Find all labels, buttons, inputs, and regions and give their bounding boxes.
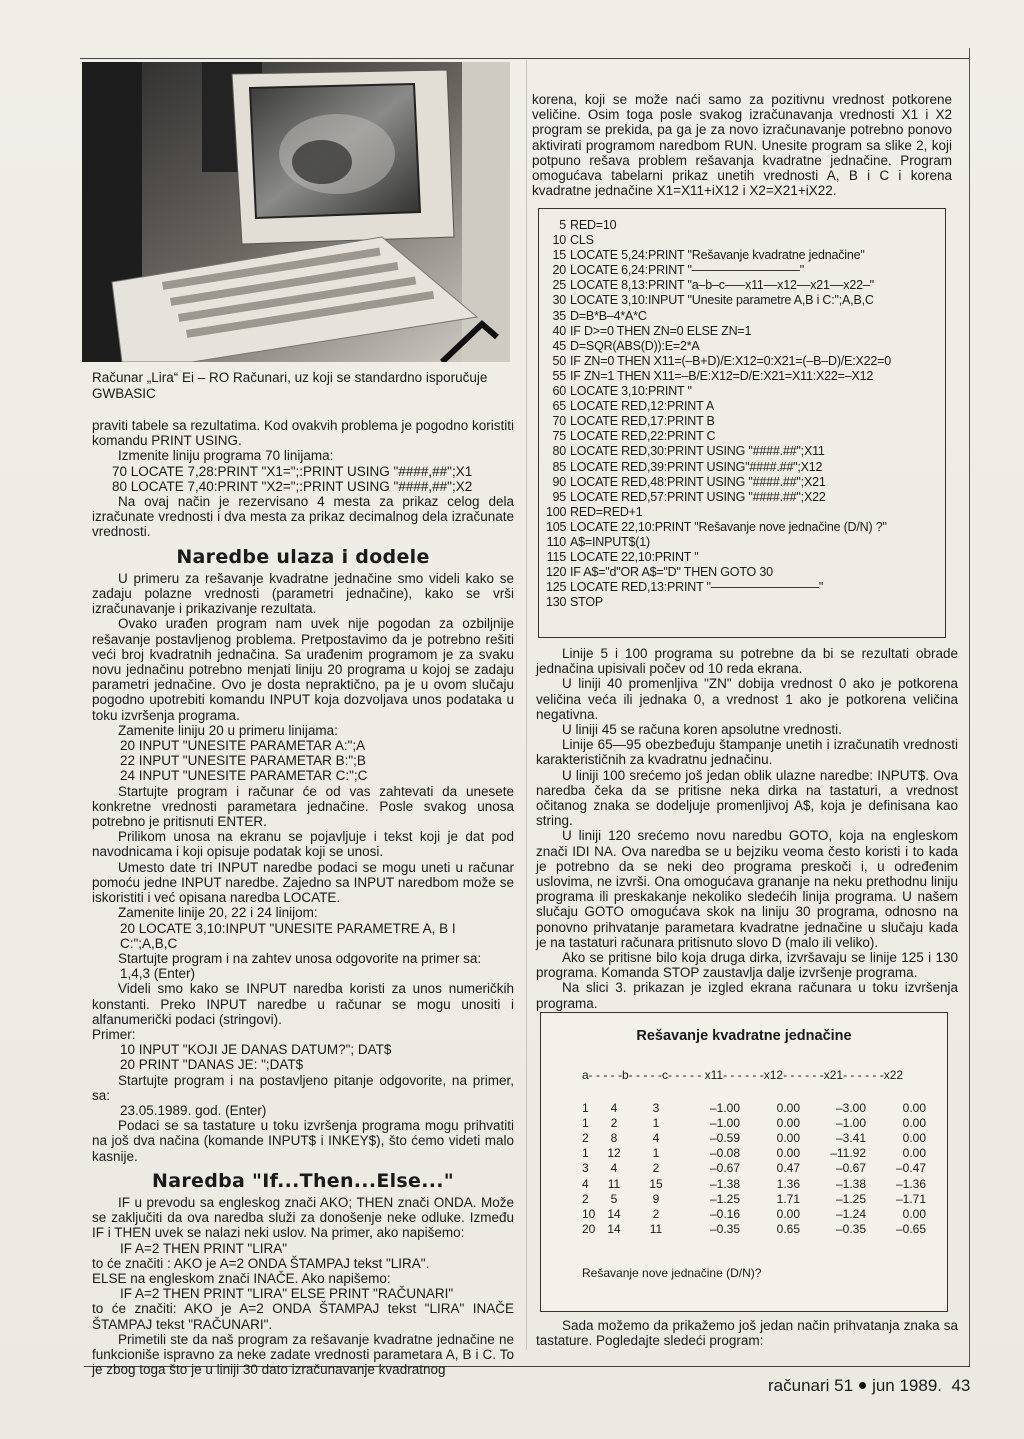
line-number: 30 bbox=[552, 293, 566, 308]
listing-line bbox=[546, 324, 942, 339]
table-cell: 2 bbox=[652, 1206, 660, 1221]
photo-caption: Računar „Lira“ Ei – RO Računari, uz koji se standardno isporučuje GWBASIC bbox=[92, 370, 488, 401]
code-line: 10 INPUT "KOJI JE DANAS DATUM?"; DAT$ bbox=[120, 1042, 392, 1058]
table-cell: 1 bbox=[652, 1146, 660, 1161]
line-number: 60 bbox=[552, 384, 566, 399]
table-cell: 11 bbox=[607, 1176, 621, 1191]
listing-line bbox=[546, 233, 942, 248]
issue-date: jun 1989. bbox=[872, 1376, 943, 1395]
code-line: 23.05.1989. god. (Enter) bbox=[120, 1102, 267, 1118]
listing-line bbox=[546, 580, 942, 595]
listing-line bbox=[546, 475, 942, 490]
table-row bbox=[582, 1130, 926, 1145]
table-cell: –1.36 bbox=[895, 1176, 926, 1191]
paragraph: U liniji 120 srećemo novu naredbu GOTO, koja na engleskom znači IDI NA. Ova naredba se u bejziku veoma često koristi i to kada je potrebno da se neki deo programa preskoči i, u određenim uslovima, ne izvrši. Ona omogućava grananje na neku prethodnu liniju programa ili preskakanje nekoliko sledećih linija programa. U našem slučaju GOTO omogućava skok na liniju 30 programa, odnosno na ponovno prihvatanje parametara kvadratne jednačine u slučaju kada je na tastaturi računara pritisnuto slovo D (malo ili veliko). bbox=[536, 828, 958, 950]
line-code: LOCATE RED,12:PRINT A bbox=[570, 399, 714, 414]
table-cell: 15 bbox=[649, 1176, 663, 1191]
table-cell: –1.00 bbox=[709, 1115, 740, 1130]
table-cell: 3 bbox=[652, 1100, 660, 1115]
line-code: LOCATE 3,10:INPUT "Unesite parametre A,B i C:";A,B,C bbox=[570, 293, 874, 308]
table-row bbox=[582, 1146, 926, 1161]
page-footer bbox=[768, 1376, 970, 1396]
table-row bbox=[582, 1191, 926, 1206]
paragraph: Startujte program i na postavljeno pitanje odgovorite, na primer, sa: bbox=[92, 1072, 514, 1103]
line-number: 125 bbox=[546, 580, 567, 595]
listing-line bbox=[546, 460, 942, 475]
paragraph: korena, koji se može naći samo za pozitivnu vrednost potkorene veličine. Osim toga posle svakog izračunavanja vrednosti X1 i X2 program se prekida, pa ga je za novo izračunavanje potrebno ponovo aktivirati programom naredbom RUN. Unesite program sa slike 2, koji potpuno rešava problem rešavanja kvadratne jednačine. Program omogućava tabelarni prikaz unetih vrednosti A, B i C i korena kvadratne jednačine X1=X11+iX12 i X2=X21+iX22. bbox=[532, 92, 952, 199]
line-number: 110 bbox=[546, 534, 566, 549]
line-number: 65 bbox=[552, 399, 566, 414]
table-row bbox=[582, 1176, 926, 1191]
listing-line bbox=[546, 384, 942, 399]
line-code: IF ZN=0 THEN X11=(–B+D)/E:X12=0:X21=(–B–D)/E:X22=0 bbox=[570, 353, 891, 368]
listing-line bbox=[546, 444, 942, 459]
line-code: LOCATE RED,57:PRINT USING "####.##";X22 bbox=[570, 489, 826, 504]
paragraph: Linije 5 i 100 programa su potrebne da bi se rezultati obrade jednačina upisivali počev od 10 reda ekrana. bbox=[536, 646, 958, 677]
listing-line bbox=[546, 535, 942, 550]
paragraph: Primer: bbox=[92, 1026, 136, 1042]
table-cell: –0.59 bbox=[709, 1130, 740, 1145]
listing-line bbox=[546, 369, 942, 384]
line-code: D=B*B–4*A*C bbox=[570, 308, 647, 323]
table-cell: 1 bbox=[652, 1115, 660, 1130]
line-number: 35 bbox=[552, 308, 566, 323]
paragraph: Videli smo kako se INPUT naredba koristi za unos numeričkih konstanti. Preko INPUT naredbe u računar se mogu unositi i alfanumerički podaci (stringovi). bbox=[92, 981, 514, 1027]
listing-line bbox=[546, 309, 942, 324]
table-cell: –11.92 bbox=[830, 1146, 866, 1161]
table-cell: –1.25 bbox=[709, 1191, 740, 1206]
table-cell: 4 bbox=[652, 1130, 660, 1145]
table-row bbox=[582, 1115, 926, 1130]
screen-title: Rešavanje kvadratne jednačine bbox=[636, 1028, 852, 1044]
listing-line bbox=[546, 490, 942, 505]
code-line: 80 LOCATE 7,40:PRINT "X2=";:PRINT USING "####,##";X2 bbox=[112, 478, 473, 494]
table-cell: –0.16 bbox=[709, 1206, 740, 1221]
table-cell: 1.36 bbox=[776, 1176, 800, 1191]
paragraph: ELSE na engleskom znači INAČE. Ako napišemo: bbox=[92, 1270, 391, 1286]
paragraph: Linije 65—95 obezbeđuju štampanje unetih i izračunatih vrednosti karakterističnih za kvadratnu jednačinu. bbox=[536, 737, 958, 768]
table-cell: 10 bbox=[582, 1206, 596, 1221]
table-cell: 12 bbox=[607, 1146, 621, 1161]
line-number: 105 bbox=[546, 519, 567, 534]
table-cell: –0.47 bbox=[895, 1161, 926, 1176]
table-cell: 2 bbox=[582, 1130, 589, 1145]
line-code: IF ZN=1 THEN X11=–B/E:X12=D/E:X21=X11:X22=–X12 bbox=[570, 368, 874, 383]
line-code: RED=RED+1 bbox=[570, 504, 643, 519]
table-cell: –1.38 bbox=[835, 1176, 866, 1191]
paragraph: IF u prevodu sa engleskog znači AKO; THEN znači ONDA. Može se zaključiti da ova naredba služi za donošenje neke odluke. Između IF i THEN uvek se nalazi neki uslov. Na primer, ako napišemo: bbox=[92, 1194, 514, 1241]
table-cell: 1.71 bbox=[776, 1191, 800, 1206]
table-cell: 0.00 bbox=[776, 1206, 800, 1221]
listing-line bbox=[546, 339, 942, 354]
line-code: LOCATE 22,10:PRINT " bbox=[570, 550, 699, 565]
table-cell: –0.08 bbox=[709, 1146, 740, 1161]
line-code: LOCATE 3,10:PRINT " bbox=[570, 384, 692, 399]
listing-line bbox=[546, 505, 942, 520]
table-cell: 1 bbox=[582, 1100, 589, 1115]
line-number: 5 bbox=[559, 218, 566, 232]
listing-line bbox=[546, 293, 942, 308]
paragraph: U liniji 45 se računa koren apsolutne vrednosti. bbox=[562, 722, 842, 738]
line-code: LOCATE RED,48:PRINT USING "####.##";X21 bbox=[570, 474, 826, 489]
line-number: 115 bbox=[546, 550, 566, 565]
paragraph: Sada možemo da prikažemo još jedan način prihvatanja znaka sa tastature. Pogledajte sledeći program: bbox=[536, 1318, 958, 1349]
paragraph: Izmenite liniju programa 70 linijama: bbox=[118, 448, 334, 464]
right-column-outro bbox=[536, 1318, 958, 1348]
table-cell: 4 bbox=[610, 1100, 618, 1115]
paragraph: to će značiti: AKO je A=2 ONDA ŠTAMPAJ tekst "LIRA" INAČE ŠTAMPAJ tekst "RAČUNARI". bbox=[92, 1301, 514, 1332]
line-number: 10 bbox=[552, 233, 566, 248]
table-cell: 0.00 bbox=[902, 1100, 926, 1115]
paragraph: Zamenite liniju 20 u primeru linijama: bbox=[118, 722, 338, 738]
line-number: 20 bbox=[552, 263, 566, 278]
table-cell: 0.00 bbox=[776, 1100, 800, 1115]
line-code: LOCATE 8,13:PRINT "a–b–c–––x11––x12––x21––x22–" bbox=[570, 278, 874, 293]
computer-photo bbox=[82, 62, 510, 362]
table-cell: 1 bbox=[582, 1115, 589, 1130]
listing-line bbox=[546, 248, 942, 263]
line-code: IF D>=0 THEN ZN=0 ELSE ZN=1 bbox=[570, 323, 752, 338]
listing-line bbox=[546, 278, 942, 293]
paragraph: Umesto date tri INPUT naredbe podaci se mogu uneti u računar pomoću jedne INPUT naredbe. Zajedno sa INPUT naredbom može se iskoristiti i već opisana naredba LOCATE. bbox=[92, 859, 514, 906]
line-number: 15 bbox=[552, 248, 566, 263]
paragraph: praviti tabele sa rezultatima. Kod ovakvih problema je pogodno koristiti komandu PRINT USING. bbox=[92, 418, 514, 449]
paragraph: U primeru za rešavanje kvadratne jednačine smo videli kako se zadaju polazne vrednosti (parametri jednačine), kako se vrši izračunavanje i prikazivanje rezultata. bbox=[92, 570, 514, 617]
line-number: 45 bbox=[552, 338, 566, 353]
table-cell: 2 bbox=[652, 1161, 660, 1176]
listing-line bbox=[546, 565, 942, 580]
paragraph: U liniji 40 promenljiva "ZN" dobija vrednost 0 ako je potkorena veličina veća ili jednaka 0, a vrednost 1 ako je potkorena veličina negativna. bbox=[536, 676, 958, 722]
listing-line bbox=[546, 429, 942, 444]
line-number: 100 bbox=[546, 504, 567, 519]
code-line: IF A=2 THEN PRINT "LIRA" bbox=[120, 1240, 288, 1256]
listing-line bbox=[546, 218, 942, 233]
line-number: 25 bbox=[552, 278, 566, 293]
line-number: 90 bbox=[552, 474, 566, 489]
right-column bbox=[536, 646, 958, 1011]
line-code: LOCATE RED,30:PRINT USING "####.##";X11 bbox=[570, 444, 825, 459]
line-code: LOCATE RED,17:PRINT B bbox=[570, 414, 715, 429]
table-cell: –0.65 bbox=[895, 1222, 926, 1237]
listing-line bbox=[546, 520, 942, 535]
table-row bbox=[582, 1161, 926, 1176]
code-line: 22 INPUT "UNESITE PARAMETAR B:";B bbox=[120, 753, 366, 769]
line-number: 130 bbox=[546, 595, 567, 610]
line-number: 40 bbox=[552, 323, 566, 338]
paragraph: Startujte program i na zahtev unosa odgovorite na primer sa: bbox=[118, 950, 482, 966]
table-cell: –1.38 bbox=[709, 1176, 740, 1191]
screen-results-table bbox=[582, 1100, 926, 1237]
table-cell: 1 bbox=[582, 1146, 589, 1161]
table-cell: 14 bbox=[607, 1222, 621, 1237]
code-line: IF A=2 THEN PRINT "LIRA" ELSE PRINT "RAČUNARI" bbox=[120, 1286, 454, 1302]
right-column-intro bbox=[532, 92, 952, 198]
paragraph: Podaci se sa tastature u toku izvršenja programa mogu prihvatiti na još dva načina (komande INPUT$ i INKEY$), što ćemo videti malo kasnije. bbox=[92, 1118, 514, 1164]
bullet-icon bbox=[859, 1382, 866, 1389]
paragraph: to će značiti : AKO je A=2 ONDA ŠTAMPAJ tekst "LIRA". bbox=[92, 1255, 430, 1271]
program-listing bbox=[546, 218, 942, 610]
line-code: LOCATE RED,13:PRINT "––––––––––––––––" bbox=[570, 580, 824, 595]
table-cell: 9 bbox=[652, 1191, 660, 1206]
table-cell: –0.67 bbox=[709, 1161, 740, 1176]
magazine-name: računari 51 bbox=[768, 1376, 854, 1395]
line-number: 50 bbox=[552, 353, 566, 368]
code-line: 70 LOCATE 7,28:PRINT "X1=";:PRINT USING "####,##";X1 bbox=[112, 463, 473, 479]
section-heading: Naredbe ulaza i dodele bbox=[176, 545, 430, 568]
line-code: D=SQR(ABS(D)):E=2*A bbox=[570, 338, 700, 353]
screen-prompt: Rešavanje nove jednačine (D/N)? bbox=[582, 1266, 762, 1280]
line-code: LOCATE 6,24:PRINT "––––––––––––––––" bbox=[570, 263, 805, 278]
line-code: CLS bbox=[570, 233, 594, 248]
line-number: 75 bbox=[552, 429, 566, 444]
page-number: 43 bbox=[951, 1376, 971, 1395]
column-divider bbox=[526, 60, 527, 1350]
screen-column-header: a- - - - -b- - - - -c- - - - - x11- - - - - -x12- - - - - -x21- - - - - -x22 bbox=[582, 1068, 904, 1082]
table-cell: –1.25 bbox=[835, 1191, 866, 1206]
paragraph: Zamenite linije 20, 22 i 24 linijom: bbox=[118, 905, 318, 921]
table-cell: –1.00 bbox=[709, 1100, 740, 1115]
listing-line bbox=[546, 550, 942, 565]
right-rule bbox=[969, 48, 970, 1366]
table-cell: 0.47 bbox=[776, 1161, 800, 1176]
table-cell: –1.71 bbox=[895, 1191, 926, 1206]
section-heading: Naredba "If...Then...Else..." bbox=[152, 1169, 454, 1192]
table-cell: 14 bbox=[607, 1206, 621, 1221]
paragraph: U liniji 100 srećemo još jedan oblik ulazne naredbe: INPUT$. Ova naredba čeka da se pritisne neka dirka na tastaturi, a vrednost očitanog znaka se dodeljuje promenljivoj A$, koja je definisana kao string. bbox=[536, 767, 958, 829]
paragraph: Ako se pritisne bilo koja druga dirka, izvršavaju se linije 125 i 130 programa. Komanda STOP zaustavlja dalje izvršenje programa. bbox=[536, 950, 958, 981]
listing-line bbox=[546, 354, 942, 369]
table-cell: 4 bbox=[582, 1176, 589, 1191]
line-code: A$=INPUT$(1) bbox=[570, 534, 650, 549]
listing-line bbox=[546, 399, 942, 414]
table-cell: 2 bbox=[610, 1115, 618, 1130]
table-row bbox=[582, 1100, 926, 1115]
paragraph: Ovako urađen program nam uvek nije pogodan za ozbiljnije rešavanje postavljenog problema. Pretpostavimo da je potrebno rešiti veći broj kvadratnih jednačina. Sa urađenim programom je za svaku novu jednačinu potrebno menjati liniju 20 programa u kojoj se zadaju parametri jednačine. Ovo je dosta nepraktično, pa je u ovom slučaju pogodno upotrebiti komandu INPUT koja dozvoljava unos podataka u toku izvršenja programa. bbox=[92, 616, 514, 723]
line-code: LOCATE 22,10:PRINT "Rešavanje nove jednačine (D/N) ?" bbox=[570, 519, 887, 534]
table-cell: 0.00 bbox=[776, 1146, 800, 1161]
table-cell: 4 bbox=[610, 1161, 618, 1176]
paragraph: Prilikom unosa na ekranu se pojavljuje i tekst koji je dat pod navodnicama i koji opisuje podatak koji se unosi. bbox=[92, 829, 514, 860]
listing-line bbox=[546, 595, 942, 610]
line-number: 80 bbox=[552, 444, 566, 459]
paragraph: Na slici 3. prikazan je izgled ekrana računara u toku izvršenja programa. bbox=[536, 980, 958, 1011]
table-cell: 11 bbox=[649, 1222, 663, 1237]
line-code: IF A$="d"OR A$="D" THEN GOTO 30 bbox=[570, 565, 773, 580]
line-number: 95 bbox=[552, 489, 566, 504]
table-cell: 8 bbox=[610, 1130, 618, 1145]
table-cell: 5 bbox=[610, 1191, 618, 1206]
code-line: 20 LOCATE 3,10:INPUT "UNESITE PARAMETRE A, B I C:";A,B,C bbox=[120, 920, 456, 951]
line-number: 120 bbox=[546, 565, 567, 580]
table-cell: –1.24 bbox=[835, 1206, 866, 1221]
top-rule bbox=[80, 58, 970, 59]
line-code: LOCATE 5,24:PRINT "Rešavanje kvadratne jednačine" bbox=[570, 248, 865, 263]
line-number: 55 bbox=[552, 368, 566, 383]
code-line: 20 PRINT "DANAS JE: ";DAT$ bbox=[120, 1057, 304, 1073]
table-cell: 0.00 bbox=[902, 1115, 926, 1130]
listing-line bbox=[546, 414, 942, 429]
table-cell: 0.00 bbox=[776, 1115, 800, 1130]
paragraph: Startujte program i računar će od vas zahtevati da unesete konkretne vrednosti parametara jednačine. Posle svakog unosa potrebno je pritisnuti ENTER. bbox=[92, 783, 514, 830]
paragraph: Primetili ste da naš program za rešavanje kvadratne jednačine ne funkcioniše ispravno za neke zadate vrednosti parametara A, B i C. To je zbog toga što je u liniji 30 dato izračunavanje kvadratnog bbox=[92, 1331, 514, 1378]
listing-line bbox=[546, 263, 942, 278]
table-cell: –0.35 bbox=[709, 1222, 740, 1237]
table-row bbox=[582, 1222, 926, 1237]
code-line: 20 INPUT "UNESITE PARAMETAR A:";A bbox=[120, 738, 366, 754]
table-cell: –1.00 bbox=[835, 1115, 866, 1130]
table-cell: 0.00 bbox=[776, 1130, 800, 1145]
table-cell: –0.67 bbox=[835, 1161, 866, 1176]
table-cell: 0.65 bbox=[776, 1222, 800, 1237]
table-row bbox=[582, 1206, 926, 1221]
code-line: 1,4,3 (Enter) bbox=[120, 966, 196, 982]
line-number: 70 bbox=[552, 414, 566, 429]
table-cell: 2 bbox=[582, 1191, 589, 1206]
table-cell: 0.00 bbox=[902, 1146, 926, 1161]
line-code: LOCATE RED,22:PRINT C bbox=[570, 429, 716, 444]
left-column bbox=[92, 418, 514, 1377]
table-cell: 0.00 bbox=[902, 1206, 926, 1221]
table-cell: 3 bbox=[582, 1161, 589, 1176]
table-cell: –3.00 bbox=[835, 1100, 866, 1115]
line-code: STOP bbox=[570, 595, 604, 610]
line-code: RED=10 bbox=[570, 218, 617, 232]
table-cell: 20 bbox=[582, 1222, 596, 1237]
table-cell: –0.35 bbox=[835, 1222, 866, 1237]
table-cell: 0.00 bbox=[902, 1130, 926, 1145]
line-code: LOCATE RED,39:PRINT USING"####.##";X12 bbox=[570, 459, 823, 474]
code-line: 24 INPUT "UNESITE PARAMETAR C:";C bbox=[120, 768, 368, 784]
paragraph: Na ovaj način je rezervisano 4 mesta za prikaz celog dela izračunate vrednosti i dva mesta za prikaz decimalnog dela izračunate vrednosti. bbox=[92, 494, 514, 540]
line-number: 85 bbox=[552, 459, 566, 474]
table-cell: –3.41 bbox=[835, 1130, 866, 1145]
